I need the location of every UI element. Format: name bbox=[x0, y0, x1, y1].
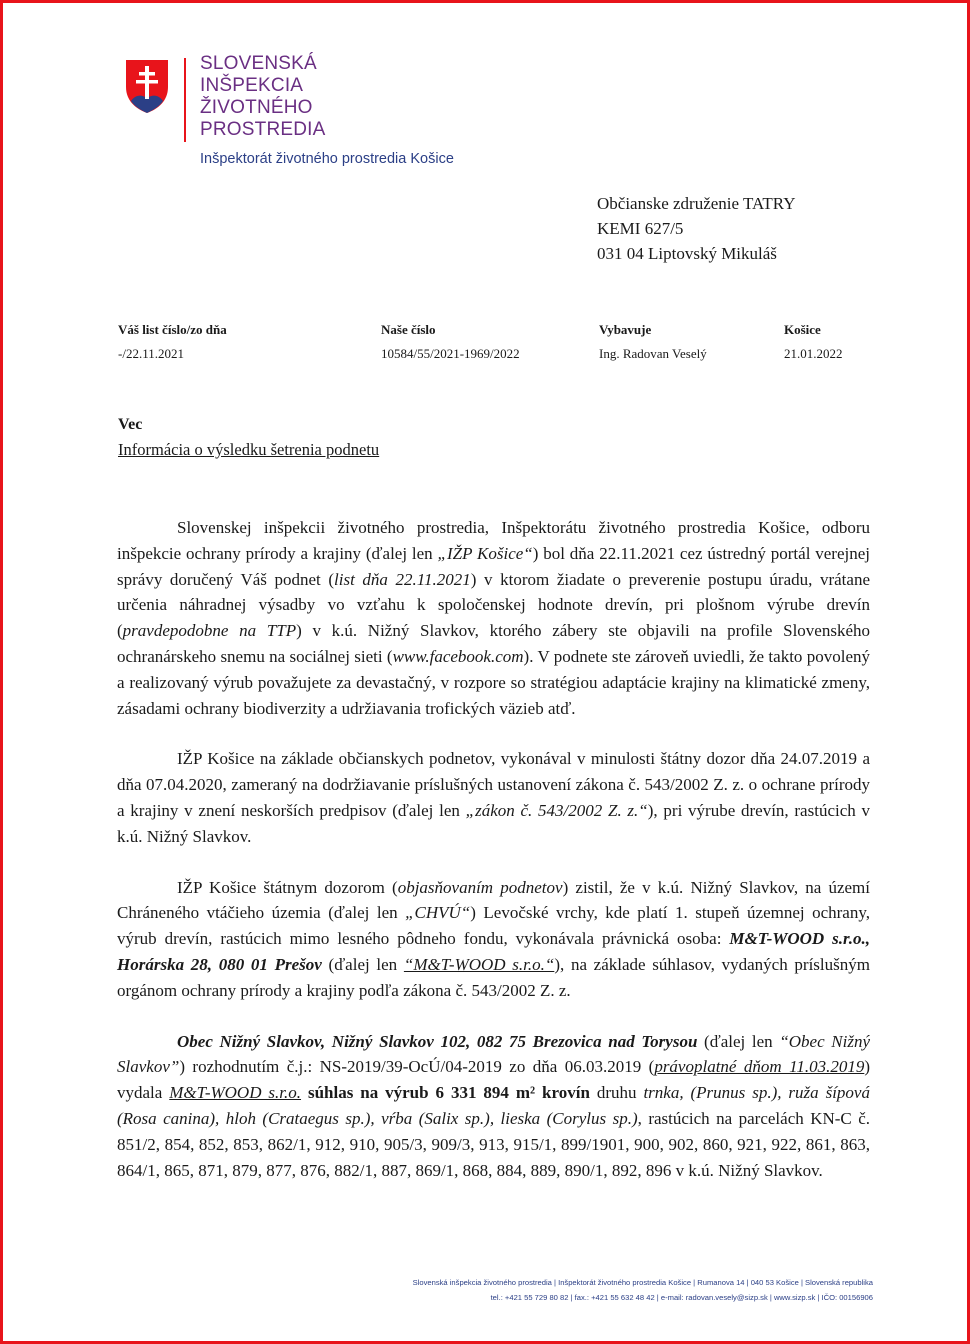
letter-body bbox=[117, 515, 870, 1183]
addressee-city: 031 04 Liptovský Mikuláš bbox=[597, 244, 777, 263]
logo-line: PROSTREDIA bbox=[200, 119, 326, 140]
subject-label: Vec bbox=[118, 416, 143, 433]
addressee-block bbox=[597, 191, 796, 266]
footer-contacts: tel.: +421 55 729 80 82 | fax.: +421 55 632 48 42 | e-mail: radovan.vesely@sizp.sk | www.sizp.sk | IČO: 00156906 bbox=[490, 1293, 873, 1302]
ref-place-date bbox=[784, 321, 843, 363]
slovak-coat-of-arms-icon bbox=[123, 57, 171, 117]
ref-label: Naše číslo bbox=[381, 322, 436, 337]
ref-value: -/22.11.2021 bbox=[118, 346, 184, 361]
footer-address: Slovenská inšpekcia životného prostredia | Inšpektorát životného prostredia Košice | Rumanova 14 | 040 53 Košice | Slovenská republika bbox=[412, 1278, 873, 1287]
letter-footer bbox=[113, 1275, 873, 1305]
ref-your-letter bbox=[118, 321, 227, 363]
inspectorate-name: Inšpektorát životného prostredia Košice bbox=[200, 151, 454, 167]
addressee-name: Občianske združenie TATRY bbox=[597, 194, 796, 213]
paragraph-2: IŽP Košice na základe občianskych podnetov, vykonával v minulosti štátny dozor dňa 24.07.2019 a dňa 07.04.2020, zameraný na dodržiavanie príslušných ustanovení zákona č. 543/2002 Z. z. o ochrane prírody a krajiny v znení neskorších predpisov (ďalej len „zákon č. 543/2002 Z. z.“), pri výrube drevín, rastúcich v k.ú. Nižný Slavkov. bbox=[117, 749, 870, 846]
ref-our-number bbox=[381, 321, 520, 363]
ref-label: Košice bbox=[784, 322, 821, 337]
paragraph-1: Slovenskej inšpekcii životného prostredia, Inšpektorátu životného prostredia Košice, odboru inšpekcie ochrany prírody a krajiny (ďalej len „IŽP Košice“) bol dňa 22.11.2021 cez ústredný portál verejnej správy doručený Váš podnet (list dňa 22.11.2021) v ktorom žiadate o preverenie postupu úradu, vrátane určenia náhradnej výsadby vo vzťahu k spoločenskej hodnote drevín, pri plošnom výrube drevín (pravdepodobne na TTP) v k.ú. Nižný Slavkov, ktorého zábery ste objavili na profile Slovenského ochranárskeho snemu na sociálnej sieti (www.facebook.com). V podnete ste zároveň uviedli, že takto povolený a realizovaný výrub považujete za devastačný, v rozpore so stratégiou adaptácie krajiny na klimatické zmeny, zásadami ochrany biodiverzity a udržiavania trofických väzieb atď. bbox=[117, 518, 871, 718]
ref-label: Vybavuje bbox=[599, 322, 652, 337]
ref-handled-by bbox=[599, 321, 707, 363]
ref-label: Váš list číslo/zo dňa bbox=[118, 322, 227, 337]
logo-line: SLOVENSKÁ bbox=[200, 53, 317, 74]
paragraph-4: Obec Nižný Slavkov, Nižný Slavkov 102, 082 75 Brezovica nad Torysou (ďalej len “Obec Nižný Slavkov”) rozhodnutím č.j.: NS-2019/39-OcÚ/04-2019 zo dňa 06.03.2019 (právoplatné dňom 11.03.2019) vydala M&T-WOOD s.r.o. súhlas na výrub 6 331 894 m² krovín druhu trnka, (Prunus sp.), ruža šípová (Rosa canina), hloh (Crataegus sp.), vŕba (Salix sp.), lieska (Corylus sp.), rastúcich na parcelách KN-C č. 851/2, 854, 852, 853, 862/1, 912, 910, 905/3, 909/3, 913, 915/1, 899/1901, 900, 902, 860, 921, 922, 861, 863, 864/1, 865, 871, 879, 877, 876, 882/1, 887, 869/1, 868, 884, 889, 890/1, 892, 896 v k.ú. Nižný Slavkov. bbox=[117, 1031, 871, 1180]
addressee-street: KEMI 627/5 bbox=[597, 219, 684, 238]
institution-logo-text bbox=[200, 53, 326, 141]
ref-value: 10584/55/2021-1969/2022 bbox=[381, 346, 520, 361]
paragraph-3: IŽP Košice štátnym dozorom (objasňovaním podnetov) zistil, že v k.ú. Nižný Slavkov, na území Chráneného vtáčieho územia (ďalej len „CHVÚ“) Levočské vrchy, kde platí 1. stupeň územnej ochrany, výrub drevín, rastúcich mimo lesného pôdneho fondu, vykonávala právnická osoba: M&T-WOOD s.r.o., Horárska 28, 080 01 Prešov (ďalej len “M&T-WOOD s.r.o.“), na základe súhlasov, vydaných príslušným orgánom ochrany prírody a krajiny podľa zákona č. 543/2002 Z. z. bbox=[117, 877, 870, 1000]
logo-line: ŽIVOTNÉHO bbox=[200, 97, 313, 118]
ref-value: 21.01.2022 bbox=[784, 346, 843, 361]
logo-divider bbox=[184, 58, 186, 142]
logo-line: INŠPEKCIA bbox=[200, 75, 304, 96]
subject-title: Informácia o výsledku šetrenia podnetu bbox=[118, 440, 380, 459]
ref-value: Ing. Radovan Veselý bbox=[599, 346, 707, 361]
